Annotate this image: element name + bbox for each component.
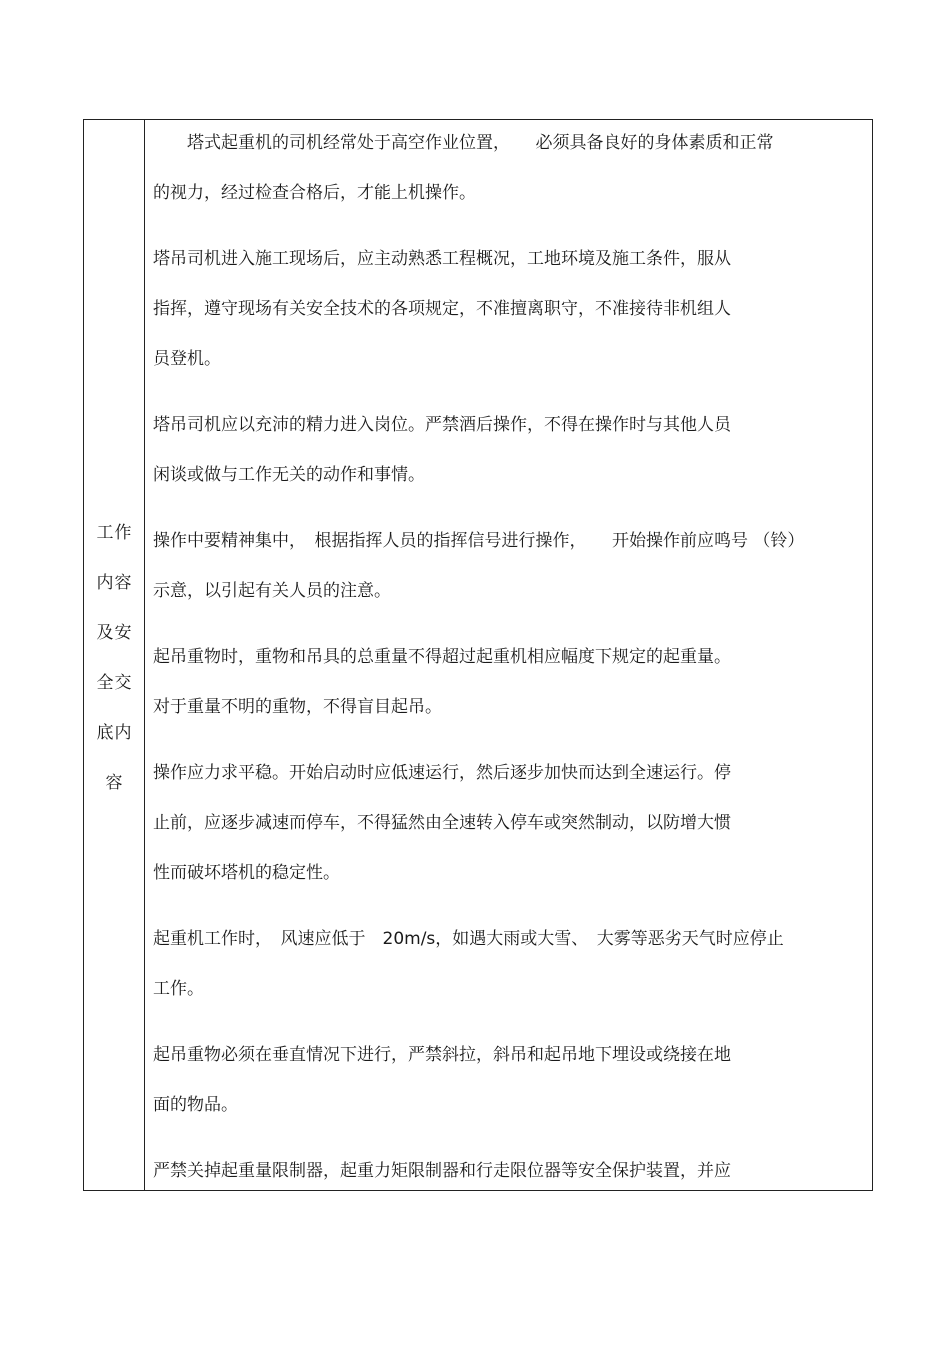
paragraph-line: 闲谈或做与工作无关的动作和事情。 <box>153 465 425 485</box>
paragraph-line: 操作应力求平稳。开始启动时应低速运行，然后逐步加快而达到全速运行。停 <box>153 763 731 783</box>
paragraph-line: 指挥，遵守现场有关安全技术的各项规定，不准擅离职守，不准接待非机组人 <box>153 299 731 319</box>
content-cell <box>145 120 872 1190</box>
paragraph-line: 示意，以引起有关人员的注意。 <box>153 581 391 601</box>
paragraph-line: 塔吊司机应以充沛的精力进入岗位。严禁酒后操作，不得在操作时与其他人员 <box>153 415 731 435</box>
paragraph-line: 的视力，经过检查合格后，才能上机操作。 <box>153 183 476 203</box>
paragraph-line: 操作中要精神集中， 根据指挥人员的指挥信号进行操作， 开始操作前应鸣号 （铃） <box>153 531 805 551</box>
paragraph-line: 性而破坏塔机的稳定性。 <box>153 863 340 883</box>
paragraph-line: 塔式起重机的司机经常处于高空作业位置， 必须具备良好的身体素质和正常 <box>153 133 774 153</box>
paragraph-line: 起吊重物必须在垂直情况下进行，严禁斜拉，斜吊和起吊地下埋设或绕接在地 <box>153 1045 731 1065</box>
section-label-line: 及安 <box>96 623 133 643</box>
section-label-line: 内容 <box>96 573 133 593</box>
section-label-cell <box>84 120 145 1190</box>
paragraph-line: 工作。 <box>153 979 204 999</box>
section-label <box>84 508 145 808</box>
section-label-line: 容 <box>105 773 124 793</box>
paragraph-line: 对于重量不明的重物，不得盲目起吊。 <box>153 697 442 717</box>
safety-briefing-table <box>83 119 873 1191</box>
paragraph-line: 面的物品。 <box>153 1095 238 1115</box>
section-label-line: 底内 <box>96 723 133 743</box>
paragraph-line: 起吊重物时，重物和吊具的总重量不得超过起重机相应幅度下规定的起重量。 <box>153 647 731 667</box>
paragraph-line: 严禁关掉起重量限制器，起重力矩限制器和行走限位器等安全保护装置，并应 <box>153 1161 731 1181</box>
paragraph-line: 员登机。 <box>153 349 221 369</box>
paragraph-line: 起重机工作时， 风速应低于 20m/s，如遇大雨或大雪、 大雾等恶劣天气时应停止 <box>153 929 784 949</box>
paragraph-line: 塔吊司机进入施工现场后，应主动熟悉工程概况，工地环境及施工条件，服从 <box>153 249 731 269</box>
section-label-line: 工作 <box>96 523 133 543</box>
section-label-line: 全交 <box>96 673 133 693</box>
paragraph-line: 止前，应逐步减速而停车，不得猛然由全速转入停车或突然制动，以防增大惯 <box>153 813 731 833</box>
